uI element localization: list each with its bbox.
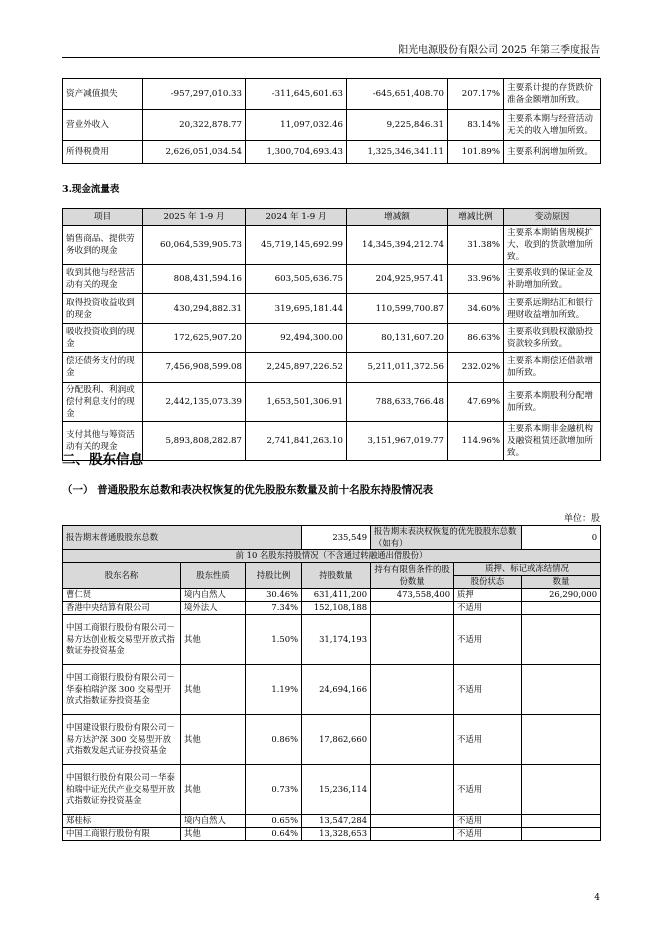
- holding-ratio: 0.64%: [246, 828, 302, 841]
- value-2025: 430,294,882.31: [143, 294, 246, 323]
- pledge-count: [522, 828, 601, 841]
- totals-row: [63, 526, 601, 550]
- change-reason: 主要系本期销售规模扩大、收到的货款增加所致。: [504, 226, 601, 265]
- change-ratio: 31.38%: [448, 226, 504, 265]
- top10-title: 前 10 名股东持股情况（不含通过转融通出借股份）: [63, 550, 601, 563]
- table-row: [63, 141, 601, 164]
- share-status: 不适用: [454, 828, 522, 841]
- table-row: [63, 815, 601, 828]
- shareholder-subheading: （一） 普通股股东总数和表决权恢复的优先股股东数量及前十名股东持股情况表: [62, 484, 434, 496]
- change-amount: 5,211,011,372.56: [347, 353, 448, 382]
- table-header-row: [63, 563, 601, 576]
- shareholder-name: 中国银行股份有限公司－华泰柏瑞中证光伏产业交易型开放式指数证券投资基金: [63, 765, 181, 815]
- item-name: 所得税费用: [63, 141, 143, 164]
- column-header: 增减额: [347, 209, 448, 226]
- holding-ratio: 30.46%: [246, 589, 302, 602]
- holding-quantity: 17,862,660: [302, 715, 371, 765]
- column-header: 数量: [522, 576, 601, 589]
- share-status: 质押: [454, 589, 522, 602]
- change-amount: 110,599,700.87: [347, 294, 448, 323]
- top10-title-row: [63, 550, 601, 563]
- table-row: [63, 79, 601, 110]
- preferred-shareholders-label: 报告期末表决权恢复的优先股股东总数（如有）: [371, 526, 522, 550]
- value-2025: 60,064,539,905.73: [143, 226, 246, 265]
- restricted-quantity: [371, 815, 454, 828]
- shareholder-name: 香港中央结算有限公司: [63, 602, 181, 615]
- change-ratio: 232.02%: [448, 353, 504, 382]
- shareholder-name: 中国工商银行股份有限公司－易方达创业板交易型开放式指数证券投资基金: [63, 615, 181, 665]
- table-row: [63, 265, 601, 294]
- restricted-quantity: [371, 665, 454, 715]
- table-header-row: [63, 209, 601, 226]
- column-header: 股东性质: [181, 563, 246, 589]
- value-2025: 2,626,051,034.54: [143, 141, 246, 164]
- item-name: 分配股利、利润或偿付利息支付的现金: [63, 382, 143, 421]
- restricted-quantity: [371, 828, 454, 841]
- change-reason: 主要系利润增加所致。: [504, 141, 601, 164]
- change-ratio: 34.60%: [448, 294, 504, 323]
- cashflow-section-title: 3.现金流量表: [62, 184, 120, 195]
- shareholder-nature: 境内自然人: [181, 815, 246, 828]
- restricted-quantity: [371, 602, 454, 615]
- header-divider: [62, 57, 600, 58]
- value-2024: 319,695,181.44: [246, 294, 347, 323]
- shareholder-section-heading: 二、股东信息: [62, 452, 143, 468]
- shareholders-table: [62, 525, 601, 841]
- item-name: 偿还债务支付的现金: [63, 353, 143, 382]
- restricted-quantity: [371, 615, 454, 665]
- pledge-count: [522, 665, 601, 715]
- total-shareholders-value: 235,549: [302, 526, 371, 550]
- holding-quantity: 631,411,200: [302, 589, 371, 602]
- change-reason: 主要系本期股利分配增加所致。: [504, 382, 601, 421]
- shareholder-name: 曹仁贤: [63, 589, 181, 602]
- holding-quantity: 24,694,166: [302, 665, 371, 715]
- shareholder-nature: 其他: [181, 828, 246, 841]
- value-2025: 172,625,907.20: [143, 323, 246, 352]
- holding-ratio: 7.34%: [246, 602, 302, 615]
- pledge-count: [522, 715, 601, 765]
- restricted-quantity: [371, 715, 454, 765]
- share-status: 不适用: [454, 602, 522, 615]
- value-2024: 2,741,841,263.10: [246, 421, 347, 460]
- table-row: [63, 665, 601, 715]
- change-reason: 主要系收到的保证金及补助增加所致。: [504, 265, 601, 294]
- table-row: [63, 110, 601, 141]
- value-2024: 92,494,300.00: [246, 323, 347, 352]
- holding-ratio: 1.19%: [246, 665, 302, 715]
- pledge-count: [522, 615, 601, 665]
- value-2025: 7,456,908,599.08: [143, 353, 246, 382]
- value-2025: 2,442,135,073.39: [143, 382, 246, 421]
- column-header: 2024 年 1-9 月: [246, 209, 347, 226]
- value-2024: 45,719,145,692.99: [246, 226, 347, 265]
- pledge-count: [522, 602, 601, 615]
- shareholder-nature: 其他: [181, 765, 246, 815]
- change-ratio: 47.69%: [448, 382, 504, 421]
- change-ratio: 114.96%: [448, 421, 504, 460]
- value-2025: -957,297,010.33: [143, 79, 246, 110]
- restricted-quantity: 473,558,400: [371, 589, 454, 602]
- value-2025: 808,431,594.16: [143, 265, 246, 294]
- shareholder-name: 中国工商银行股份有限公司－华泰柏瑞沪深 300 交易型开放式指数证券投资基金: [63, 665, 181, 715]
- table-row: [63, 353, 601, 382]
- holding-quantity: 31,174,193: [302, 615, 371, 665]
- shareholder-nature: 境内自然人: [181, 589, 246, 602]
- value-2025: 5,893,808,282.87: [143, 421, 246, 460]
- item-name: 销售商品、提供劳务收到的现金: [63, 226, 143, 265]
- shareholder-nature: 境外法人: [181, 602, 246, 615]
- change-reason: 主要系远期结汇和银行理财收益增加所致。: [504, 294, 601, 323]
- column-header: 变动原因: [504, 209, 601, 226]
- table-row: [63, 828, 601, 841]
- change-ratio: 33.96%: [448, 265, 504, 294]
- column-header: 2025 年 1-9 月: [143, 209, 246, 226]
- change-amount: 14,345,394,212.74: [347, 226, 448, 265]
- change-amount: 1,325,346,341.11: [347, 141, 448, 164]
- table-row: [63, 615, 601, 665]
- holding-ratio: 0.73%: [246, 765, 302, 815]
- column-header: 项目: [63, 209, 143, 226]
- holding-ratio: 0.65%: [246, 815, 302, 828]
- column-header: 股东名称: [63, 563, 181, 589]
- value-2024: 603,505,636.75: [246, 265, 347, 294]
- change-reason: 主要系计提的存货跌价准备金额增加所致。: [504, 79, 601, 110]
- value-2024: 2,245,897,226.52: [246, 353, 347, 382]
- report-header-title: 阳光电源股份有限公司 2025 年第三季度报告: [398, 45, 600, 56]
- income-changes-table: [62, 78, 601, 164]
- change-amount: 3,151,967,019.77: [347, 421, 448, 460]
- change-amount: 788,633,766.48: [347, 382, 448, 421]
- item-name: 营业外收入: [63, 110, 143, 141]
- column-header: 增减比例: [448, 209, 504, 226]
- value-2025: 20,322,878.77: [143, 110, 246, 141]
- shareholder-name: 郑桂标: [63, 815, 181, 828]
- change-ratio: 86.63%: [448, 323, 504, 352]
- table-row: [63, 226, 601, 265]
- value-2024: 1,300,704,693.43: [246, 141, 347, 164]
- pledge-count: [522, 815, 601, 828]
- item-name: 收到其他与经营活动有关的现金: [63, 265, 143, 294]
- column-header: 股份状态: [454, 576, 522, 589]
- share-status: 不适用: [454, 665, 522, 715]
- item-name: 资产减值损失: [63, 79, 143, 110]
- change-amount: 9,225,846.31: [347, 110, 448, 141]
- shareholder-nature: 其他: [181, 715, 246, 765]
- table-row: [63, 421, 601, 460]
- change-reason: 主要系本期与经营活动无关的收入增加所致。: [504, 110, 601, 141]
- table-row: [63, 589, 601, 602]
- pledge-count: 26,290,000: [522, 589, 601, 602]
- restricted-quantity: [371, 765, 454, 815]
- holding-ratio: 0.86%: [246, 715, 302, 765]
- value-2024: -311,645,601.63: [246, 79, 347, 110]
- total-shareholders-label: 报告期末普通股股东总数: [63, 526, 302, 550]
- item-name: 支付其他与筹资活动有关的现金: [63, 421, 143, 460]
- item-name: 吸收投资收到的现金: [63, 323, 143, 352]
- value-2024: 1,653,501,306.91: [246, 382, 347, 421]
- value-2024: 11,097,032.46: [246, 110, 347, 141]
- change-reason: 主要系本期非金融机构及融资租赁还款增加所致。: [504, 421, 601, 460]
- holding-quantity: 152,108,188: [302, 602, 371, 615]
- holding-quantity: 13,547,284: [302, 815, 371, 828]
- share-status: 不适用: [454, 765, 522, 815]
- column-header: 持有有限售条件的股份数量: [371, 563, 454, 589]
- share-status: 不适用: [454, 615, 522, 665]
- shareholder-nature: 其他: [181, 665, 246, 715]
- change-ratio: 83.14%: [448, 110, 504, 141]
- column-header: 持股数量: [302, 563, 371, 589]
- table-row: [63, 602, 601, 615]
- holding-quantity: 15,236,114: [302, 765, 371, 815]
- table-row: [63, 294, 601, 323]
- preferred-shareholders-value: 0: [522, 526, 601, 550]
- change-reason: 主要系收到股权激励投资款较多所致。: [504, 323, 601, 352]
- change-amount: 204,925,957.41: [347, 265, 448, 294]
- column-header: 质押、标记或冻结情况: [454, 563, 601, 576]
- page-number: 4: [594, 893, 600, 903]
- cashflow-table: [62, 208, 601, 461]
- table-row: [63, 382, 601, 421]
- share-status: 不适用: [454, 715, 522, 765]
- table-row: [63, 323, 601, 352]
- shareholder-name: 中国工商银行股份有限: [63, 828, 181, 841]
- pledge-count: [522, 765, 601, 815]
- shareholder-nature: 其他: [181, 615, 246, 665]
- change-ratio: 101.89%: [448, 141, 504, 164]
- change-reason: 主要系本期偿还借款增加所致。: [504, 353, 601, 382]
- change-amount: -645,651,408.70: [347, 79, 448, 110]
- holding-ratio: 1.50%: [246, 615, 302, 665]
- change-amount: 80,131,607.20: [347, 323, 448, 352]
- share-status: 不适用: [454, 815, 522, 828]
- holding-quantity: 13,328,653: [302, 828, 371, 841]
- shareholder-name: 中国建设银行股份有限公司－易方达沪深 300 交易型开放式指数发起式证券投资基金: [63, 715, 181, 765]
- change-ratio: 207.17%: [448, 79, 504, 110]
- table-row: [63, 715, 601, 765]
- column-header: 持股比例: [246, 563, 302, 589]
- unit-label: 单位：股: [563, 514, 600, 524]
- item-name: 取得投资收益收到的现金: [63, 294, 143, 323]
- table-row: [63, 765, 601, 815]
